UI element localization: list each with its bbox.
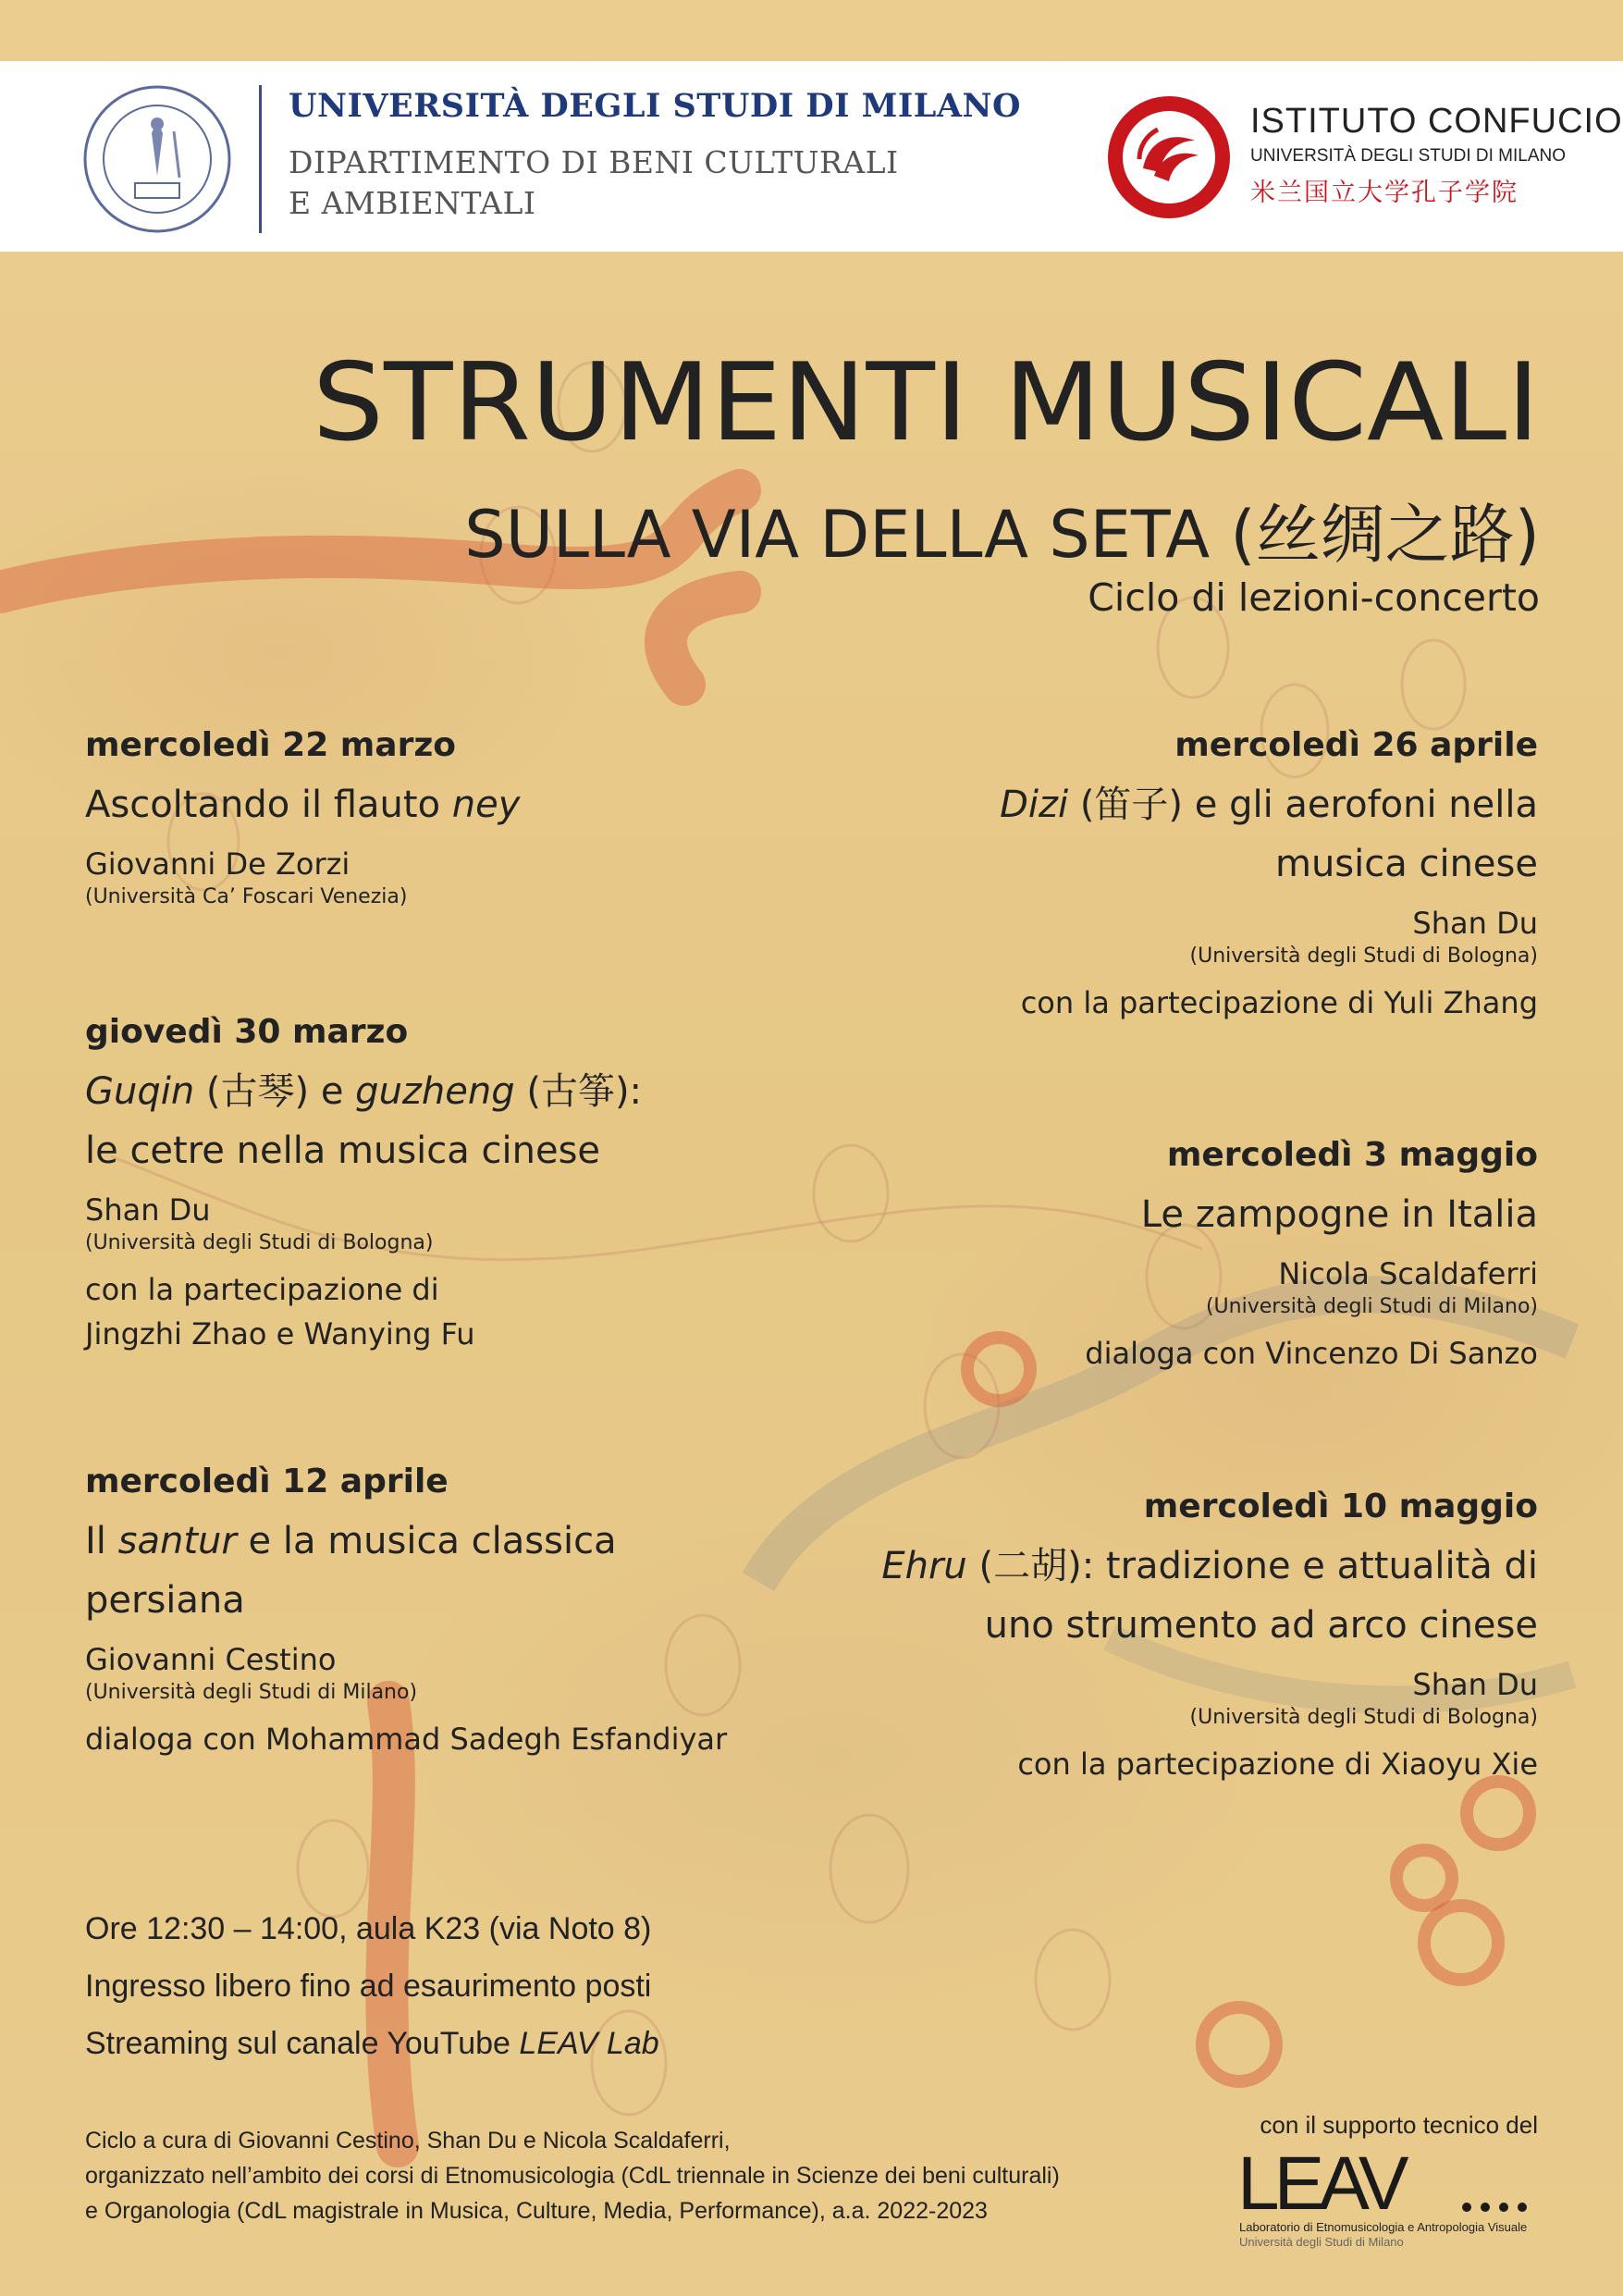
confucius-institute-chinese: 米兰国立大学孔子学院	[1250, 179, 1518, 207]
event-title	[1000, 775, 1538, 894]
event-title-italic: Ehru	[881, 1545, 967, 1587]
confucius-institute-sub: UNIVERSITÀ DEGLI STUDI DI MILANO	[1250, 146, 1566, 166]
event-title-italic: Guqin	[85, 1070, 195, 1113]
event-title-line2: le cetre nella musica cinese	[85, 1129, 601, 1172]
event-date: mercoledì 10 maggio	[1143, 1487, 1538, 1525]
credits-line2: organizzato nell’ambito dei corsi di Etnomusicologia (CdL triennale in Scienze dei beni culturali)	[85, 2163, 1060, 2189]
time-place: Ore 12:30 – 14:00, aula K23 (via Noto 8)	[85, 1911, 652, 1946]
event-title-text: Ascoltando il flauto	[85, 784, 452, 826]
event-title-italic: ney	[451, 784, 521, 826]
event-speaker: Giovanni De Zorzi	[85, 846, 350, 882]
leav-logo-text: LEAV	[1237, 2146, 1404, 2220]
event-date: mercoledì 3 maggio	[1166, 1136, 1538, 1174]
participants-line1: con la partecipazione di	[85, 1272, 439, 1307]
event-speaker: Shan Du	[1412, 906, 1538, 941]
event-speaker: Shan Du	[85, 1192, 211, 1228]
event-26-aprile	[1000, 723, 1538, 1025]
event-title-line2: uno strumento ad arco cinese	[984, 1604, 1538, 1647]
event-title: Le zampogne in Italia	[1140, 1193, 1538, 1236]
event-title	[85, 1062, 642, 1180]
event-title-line2: musica cinese	[1274, 843, 1538, 885]
event-title	[881, 1537, 1538, 1655]
department-line-1: DIPARTIMENTO DI BENI CULTURALI	[289, 144, 899, 180]
sub-title: SULLA VIA DELLA SETA (丝绸之路)	[464, 497, 1540, 573]
event-title-italic: guzheng	[355, 1070, 515, 1113]
event-title-line2: persiana	[85, 1579, 245, 1622]
event-affiliation: (Università degli Studi di Bologna)	[85, 1231, 434, 1254]
series-tagline: Ciclo di lezioni-concerto	[1088, 575, 1540, 620]
event-date: giovedì 30 marzo	[85, 1013, 409, 1051]
event-participants: con la partecipazione di Yuli Zhang	[1020, 985, 1538, 1020]
credits-line1: Ciclo a cura di Giovanni Cestino, Shan Du e Nicola Scaldaferri,	[85, 2128, 731, 2154]
event-title-text: (二胡): tradizione e attualità di	[966, 1545, 1538, 1587]
event-title-text: (笛子) e gli aerofoni nella	[1068, 784, 1538, 826]
event-10-maggio	[881, 1485, 1538, 1786]
event-title-italic: Dizi	[1000, 784, 1069, 826]
leav-logo-icon	[1237, 2146, 1543, 2220]
event-title	[85, 775, 520, 834]
event-title-text: (古筝):	[514, 1070, 643, 1113]
event-speaker: Nicola Scaldaferri	[1278, 1256, 1538, 1291]
event-12-aprile	[85, 1460, 727, 1761]
event-title-italic: santur	[117, 1520, 237, 1562]
event-title-text: e la musica classica	[236, 1520, 617, 1562]
main-title: STRUMENTI MUSICALI	[312, 340, 1540, 465]
university-name: UNIVERSITÀ DEGLI STUDI DI MILANO	[289, 87, 1022, 125]
event-title-text: (古琴) e	[194, 1070, 356, 1113]
leav-lab-name: Laboratorio di Etnomusicologia e Antropologia Visuale	[1239, 2220, 1528, 2234]
event-title-text: Il	[85, 1520, 118, 1562]
event-date: mercoledì 26 aprile	[1174, 726, 1538, 764]
event-22-marzo	[85, 723, 520, 910]
credits-line3: e Organologia (CdL magistrale in Musica, Culture, Media, Performance), a.a. 2022-2023	[85, 2198, 988, 2224]
practical-info	[85, 1900, 659, 2072]
confucius-institute-name: ISTITUTO CONFUCIO	[1250, 102, 1623, 141]
event-participants: con la partecipazione di Xiaoyu Xie	[1017, 1747, 1538, 1782]
event-affiliation: (Università degli Studi di Milano)	[85, 1681, 418, 1704]
event-3-maggio	[1085, 1133, 1538, 1376]
event-date: mercoledì 22 marzo	[85, 726, 457, 764]
event-date: mercoledì 12 aprile	[85, 1463, 449, 1500]
streaming-text: Streaming sul canale YouTube	[85, 2026, 520, 2061]
streaming-info	[85, 2015, 659, 2072]
event-affiliation: (Università degli Studi di Bologna)	[1189, 944, 1538, 968]
event-speaker: Shan Du	[1412, 1667, 1538, 1702]
event-affiliation: (Università degli Studi di Milano)	[1205, 1295, 1538, 1318]
event-title	[85, 1512, 727, 1630]
event-affiliation: (Università degli Studi di Bologna)	[1189, 1706, 1538, 1729]
streaming-channel[interactable]: LEAV Lab	[519, 2026, 659, 2061]
support-label: con il supporto tecnico del	[1260, 2111, 1538, 2139]
credits	[85, 2123, 1060, 2228]
event-participants: dialoga con Mohammad Sadegh Esfandiyar	[85, 1722, 728, 1757]
event-participants	[85, 1267, 642, 1356]
header-divider	[259, 85, 262, 233]
event-speaker: Giovanni Cestino	[85, 1642, 337, 1677]
event-30-marzo	[85, 1010, 642, 1356]
department-line-2: E AMBIENTALI	[289, 185, 536, 221]
university-seal-icon	[81, 83, 233, 235]
confucius-institute-logo-icon	[1106, 94, 1232, 220]
entry-info: Ingresso libero fino ad esaurimento posti	[85, 1969, 652, 2004]
participants-line2: Jingzhi Zhao e Wanying Fu	[85, 1316, 475, 1352]
header-band	[0, 61, 1623, 252]
leav-lab-university: Università degli Studi di Milano	[1239, 2235, 1404, 2249]
event-participants: dialoga con Vincenzo Di Sanzo	[1085, 1336, 1538, 1371]
event-affiliation: (Università Ca’ Foscari Venezia)	[85, 885, 408, 908]
